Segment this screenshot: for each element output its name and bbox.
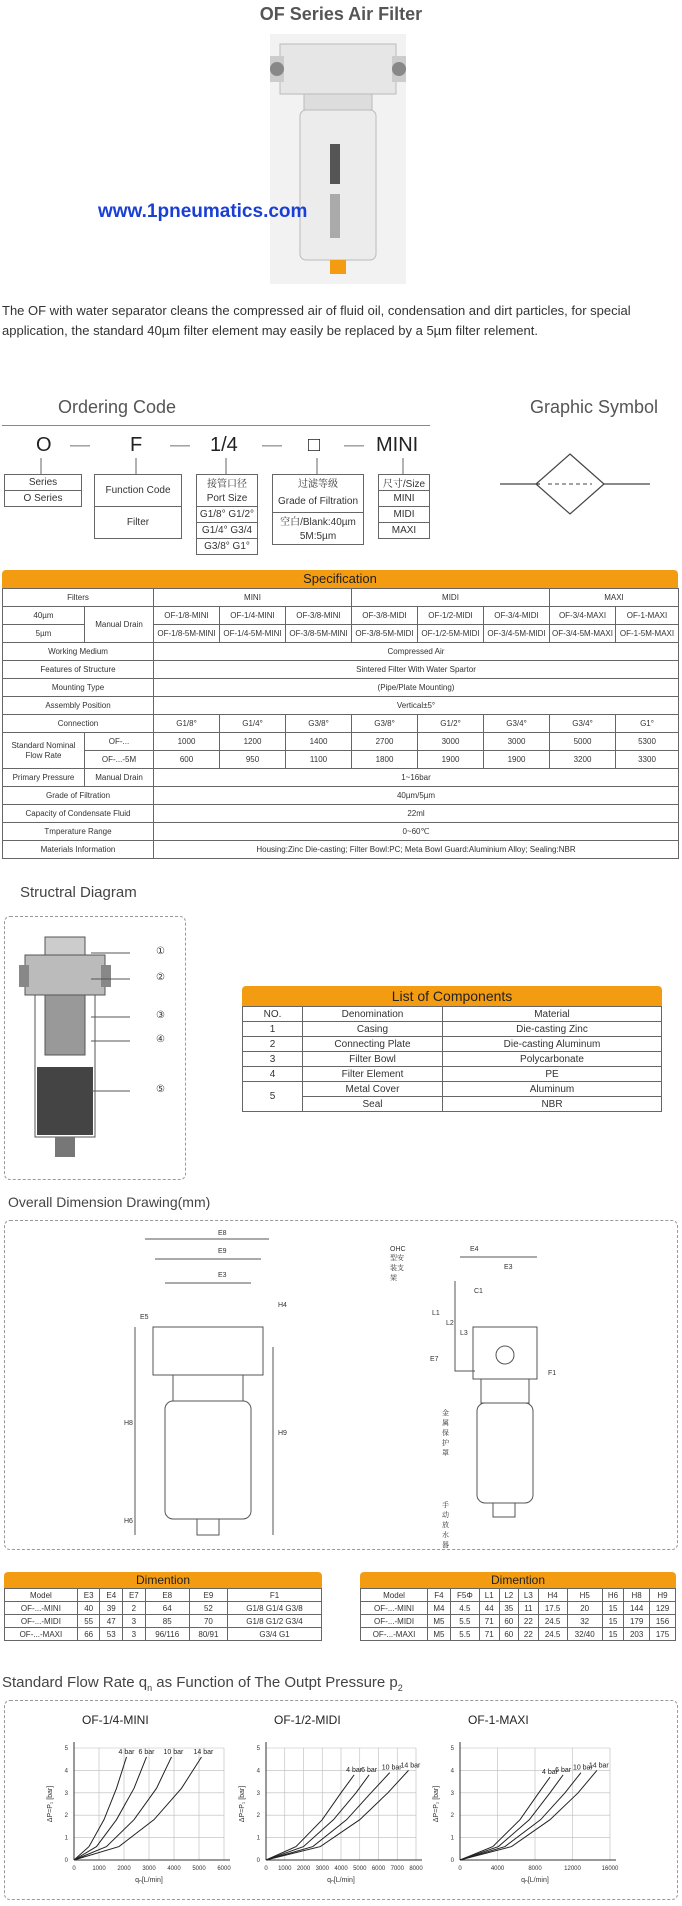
- dim-label: E3: [504, 1264, 513, 1271]
- y-tick-label: 3: [256, 1790, 260, 1797]
- box-series: Series O Series: [4, 474, 82, 507]
- dim-label: OHC型安装支架: [390, 1246, 406, 1282]
- chart-title: OF-1/2-MIDI: [274, 1713, 341, 1727]
- series-label: 14 bar: [588, 1762, 609, 1770]
- dimension-drawings: [5, 1221, 679, 1551]
- dim-label: E4: [470, 1246, 479, 1253]
- code-dash: —: [70, 434, 90, 456]
- series-line: [74, 1757, 147, 1860]
- table-row: 5 Metal Cover Aluminum: [243, 1082, 662, 1097]
- dimension-drawing-title: Overall Dimension Drawing(mm): [8, 1194, 211, 1210]
- box-size: 尺寸/Size MINI MIDI MAXI: [378, 474, 430, 539]
- dim-label: H4: [278, 1302, 287, 1309]
- y-tick-label: 0: [64, 1858, 68, 1864]
- y-axis-label: ΔP=P₁ [bar]: [47, 1785, 54, 1823]
- x-tick-label: 8000: [528, 1866, 542, 1872]
- spec-row: Capacity of Condensate Fluid 22ml: [3, 805, 679, 823]
- series-label: 14 bar: [193, 1748, 214, 1756]
- dim-label: E8: [218, 1230, 227, 1237]
- series-line: [460, 1773, 581, 1860]
- dim-label: E3: [218, 1272, 227, 1279]
- product-image: [270, 34, 406, 284]
- dim-label: E7: [430, 1356, 439, 1363]
- table-row: OF-...-MIDI M5 5.5 71 60 22 24.5 32 15 179 156: [361, 1615, 676, 1628]
- chart-title: OF-1/4-MINI: [82, 1713, 149, 1727]
- components-title: List of Components: [391, 988, 513, 1004]
- callout-4: ④: [156, 1034, 165, 1045]
- dim-label: H6: [124, 1518, 133, 1525]
- spec-table: [2, 588, 679, 859]
- components-title-bar: [242, 986, 662, 1006]
- y-axis-label: ΔP=P₁ [bar]: [239, 1785, 246, 1823]
- y-tick-label: 4: [450, 1768, 454, 1775]
- x-axis-label: qₙ[L/min]: [135, 1877, 163, 1884]
- ordering-underline: [2, 425, 430, 426]
- table-row: 4 Filter Element PE: [243, 1067, 662, 1082]
- spec-row: OF-...-5M 600 950 1100 1800 1900 1900 3200 3300: [3, 751, 679, 769]
- spec-row: Grade of Filtration 40µm/5µm: [3, 787, 679, 805]
- spec-title-bar: [2, 570, 678, 588]
- table-row: OF-...-MAXI M5 5.5 71 60 22 24.5 32/40 15 203 175: [361, 1628, 676, 1641]
- table-row: OF-...-MINI 40 39 2 64 52 G1/8 G1/4 G3/8: [5, 1602, 322, 1615]
- table-row: OF-...-MINI M4 4.5 44 35 11 17.5 20 15 144 129: [361, 1602, 676, 1615]
- callout-3: ③: [156, 1010, 165, 1021]
- y-tick-label: 2: [64, 1813, 68, 1820]
- chart-title: OF-1-MAXI: [468, 1713, 529, 1727]
- filter-photo: [270, 34, 406, 284]
- dim-label: H9: [278, 1430, 287, 1437]
- y-tick-label: 1: [256, 1835, 260, 1842]
- spec-row: Tmperature Range 0~60℃: [3, 823, 679, 841]
- y-tick-label: 5: [64, 1746, 68, 1752]
- code-letter-series: O: [36, 434, 52, 456]
- ordering-code-title: Ordering Code: [58, 397, 177, 417]
- code-letter-port: 1/4: [210, 434, 238, 456]
- left-view: [135, 1239, 273, 1535]
- series-label: 10 bar: [381, 1764, 402, 1772]
- dim-label: C1: [474, 1288, 483, 1295]
- series-line: [460, 1775, 563, 1860]
- callout-2: ②: [156, 972, 165, 983]
- x-axis-label: qₙ[L/min]: [521, 1877, 549, 1884]
- spec-title: Specification: [303, 571, 377, 586]
- series-line: [460, 1777, 550, 1860]
- dim-label: L2: [446, 1320, 454, 1327]
- code-dash: —: [344, 434, 364, 456]
- x-tick-label: 3000: [315, 1866, 329, 1872]
- flow-rate-title: Standard Flow Rate $q_n$ as Function of The Outpt Pressure $p_2$: [2, 1674, 403, 1693]
- y-tick-label: 1: [450, 1835, 454, 1842]
- graphic-symbol: [500, 448, 670, 528]
- series-line: [74, 1757, 127, 1860]
- y-tick-label: 2: [450, 1813, 454, 1820]
- y-tick-label: 0: [450, 1858, 454, 1864]
- spec-row: Primary Pressure Manual Drain 1~16bar: [3, 769, 679, 787]
- code-letter-grade: □: [308, 434, 321, 456]
- y-tick-label: 1: [64, 1835, 68, 1842]
- x-tick-label: 3000: [142, 1866, 156, 1872]
- dim-label: 金属保护罩: [442, 1410, 449, 1457]
- y-tick-label: 5: [256, 1746, 260, 1752]
- code-letter-function: F: [130, 434, 143, 456]
- y-tick-label: 3: [64, 1790, 68, 1797]
- y-tick-label: 3: [450, 1790, 454, 1797]
- table-header: Model F4 F5Φ L1 L2 L3 H4 H5 H6 H8 H9: [361, 1589, 676, 1602]
- x-tick-label: 6000: [217, 1866, 231, 1872]
- table-row: OF-...-MAXI 66 53 3 96/116 80/91 G3/4 G1: [5, 1628, 322, 1641]
- components-header: NO. Denomination Material: [243, 1007, 662, 1022]
- x-tick-label: 4000: [167, 1866, 181, 1872]
- series-label: 10 bar: [572, 1764, 593, 1772]
- y-tick-label: 2: [256, 1813, 260, 1820]
- series-label: 4 bar: [542, 1769, 558, 1777]
- table-row: 1 Casing Die-casting Zinc: [243, 1022, 662, 1037]
- dim-right-title: Dimention: [490, 1573, 546, 1587]
- x-tick-label: 2000: [296, 1866, 311, 1872]
- x-tick-label: 6000: [371, 1866, 386, 1872]
- x-tick-label: 0: [264, 1866, 268, 1872]
- flow-charts: [4, 1700, 678, 1900]
- box-function: Function Code Filter: [94, 474, 182, 539]
- table-row: 2 Connecting Plate Die-casting Aluminum: [243, 1037, 662, 1052]
- code-letter-size: MINI: [376, 434, 419, 456]
- intro-text: The OF with water separator cleans the compressed air of fluid oil, condensation and dirt particles, for special application, the standard 40µm filter element may easily be replaced by a 5µm filter relement.: [2, 303, 631, 338]
- x-tick-label: 5000: [192, 1866, 206, 1872]
- code-dash: —: [262, 434, 282, 456]
- y-tick-label: 4: [256, 1768, 260, 1775]
- dim-label: E9: [218, 1248, 227, 1255]
- dim-right-table: [360, 1588, 676, 1641]
- series-line: [74, 1757, 202, 1860]
- x-tick-label: 0: [458, 1866, 462, 1872]
- y-tick-label: 0: [256, 1858, 260, 1864]
- x-tick-label: 4000: [490, 1866, 505, 1872]
- dim-left-table: [4, 1588, 322, 1641]
- watermark: www.1pneumatics.com: [98, 201, 308, 222]
- series-label: 10 bar: [163, 1748, 184, 1756]
- dim-left-title: Dimention: [135, 1573, 191, 1587]
- code-dash: —: [170, 434, 190, 456]
- table-row: Seal NBR: [243, 1097, 662, 1112]
- x-tick-label: 1000: [278, 1866, 292, 1872]
- spec-row: Mounting Type (Pipe/Plate Mounting): [3, 679, 679, 697]
- series-label: 4 bar: [118, 1748, 135, 1756]
- dim-label: 手动放水器: [442, 1502, 449, 1549]
- box-port-size: 接管口径 Port Size G1/8° G1/2° G1/4° G3/4 G3/8° G1°: [196, 474, 258, 555]
- y-axis-label: ΔP=P₁ [bar]: [433, 1785, 440, 1823]
- spec-row: Standard Nominal Flow Rate OF-... 1000 1200 1400 2700 3000 3000 5000 5300: [3, 733, 679, 751]
- x-tick-label: 1000: [92, 1866, 106, 1872]
- x-tick-label: 12000: [564, 1866, 581, 1872]
- x-tick-label: 7000: [390, 1866, 404, 1872]
- spec-row: Working Medium Compressed Air: [3, 643, 679, 661]
- table-header: Model E3 E4 E7 E8 E9 F1: [5, 1589, 322, 1602]
- right-view: [455, 1257, 537, 1517]
- x-axis-label: qₙ[L/min]: [327, 1877, 355, 1884]
- box-grade: 过滤等级 Grade of Filtration 空白/Blank:40µm 5M:5µm: [272, 474, 364, 545]
- callout-1: ①: [156, 946, 165, 957]
- spec-row: Features of Structure Sintered Filter With Water Spartor: [3, 661, 679, 679]
- series-label: 6 bar: [138, 1748, 155, 1756]
- dimension-drawing-box: [4, 1220, 678, 1550]
- y-tick-label: 5: [450, 1746, 454, 1752]
- x-tick-label: 0: [72, 1866, 76, 1872]
- table-row: 3 Filter Bowl Polycarbonate: [243, 1052, 662, 1067]
- dim-left-title-bar: [4, 1572, 322, 1588]
- y-tick-label: 4: [64, 1768, 68, 1775]
- spec-row: Connection G1/8° G1/4° G3/8° G3/8° G1/2° G3/4° G3/4° G1°: [3, 715, 679, 733]
- dim-label: E5: [140, 1314, 149, 1321]
- dim-label: L3: [460, 1330, 468, 1337]
- spec-row: 40µm Manual Drain OF-1/8-MINI OF-1/4-MINI OF-3/8-MINI OF-3/8-MIDI OF-1/2-MIDI OF-3/4-MIDI OF-3/4-MAXI OF-1-MAXI: [3, 607, 679, 625]
- graphic-symbol-title: Graphic Symbol: [530, 397, 659, 417]
- dim-label: F1: [548, 1370, 557, 1377]
- dim-label: H8: [124, 1420, 133, 1427]
- spec-row: Filters MINI MIDI MAXI: [3, 589, 679, 607]
- x-tick-label: 8000: [409, 1866, 423, 1872]
- x-tick-label: 16000: [601, 1866, 619, 1872]
- series-label: 4 bar: [346, 1766, 363, 1774]
- series-label: 14 bar: [400, 1762, 421, 1770]
- x-tick-label: 5000: [353, 1866, 367, 1872]
- series-label: 6 bar: [555, 1766, 572, 1774]
- page-title: OF Series Air Filter: [259, 4, 423, 24]
- x-tick-label: 4000: [334, 1866, 348, 1872]
- spec-row: 5µm OF-1/8-5M-MINI OF-1/4-5M-MINI OF-3/8-5M-MINI OF-3/8-5M-MIDI OF-1/2-5M-MIDI OF-3/4-5M-MIDI OF-3/4-5M-MAXI OF-1-5M-MAXI: [3, 625, 679, 643]
- x-tick-label: 2000: [117, 1866, 131, 1872]
- table-row: OF-...-MIDI 55 47 3 85 70 G1/8 G1/2 G3/4: [5, 1615, 322, 1628]
- spec-row: Assembly Position Vertical±5°: [3, 697, 679, 715]
- series-label: 6 bar: [361, 1766, 378, 1774]
- spec-row: Materials Information Housing:Zinc Die-casting; Filter Bowl:PC; Meta Bowl Guard:Aluminium Alloy; Sealing:NBR: [3, 841, 679, 859]
- structral-diagram-title: Structral Diagram: [20, 884, 137, 901]
- dim-label: L1: [432, 1310, 440, 1317]
- components-table: [242, 1006, 662, 1112]
- dim-right-title-bar: [360, 1572, 676, 1588]
- callout-5: ⑤: [156, 1084, 165, 1095]
